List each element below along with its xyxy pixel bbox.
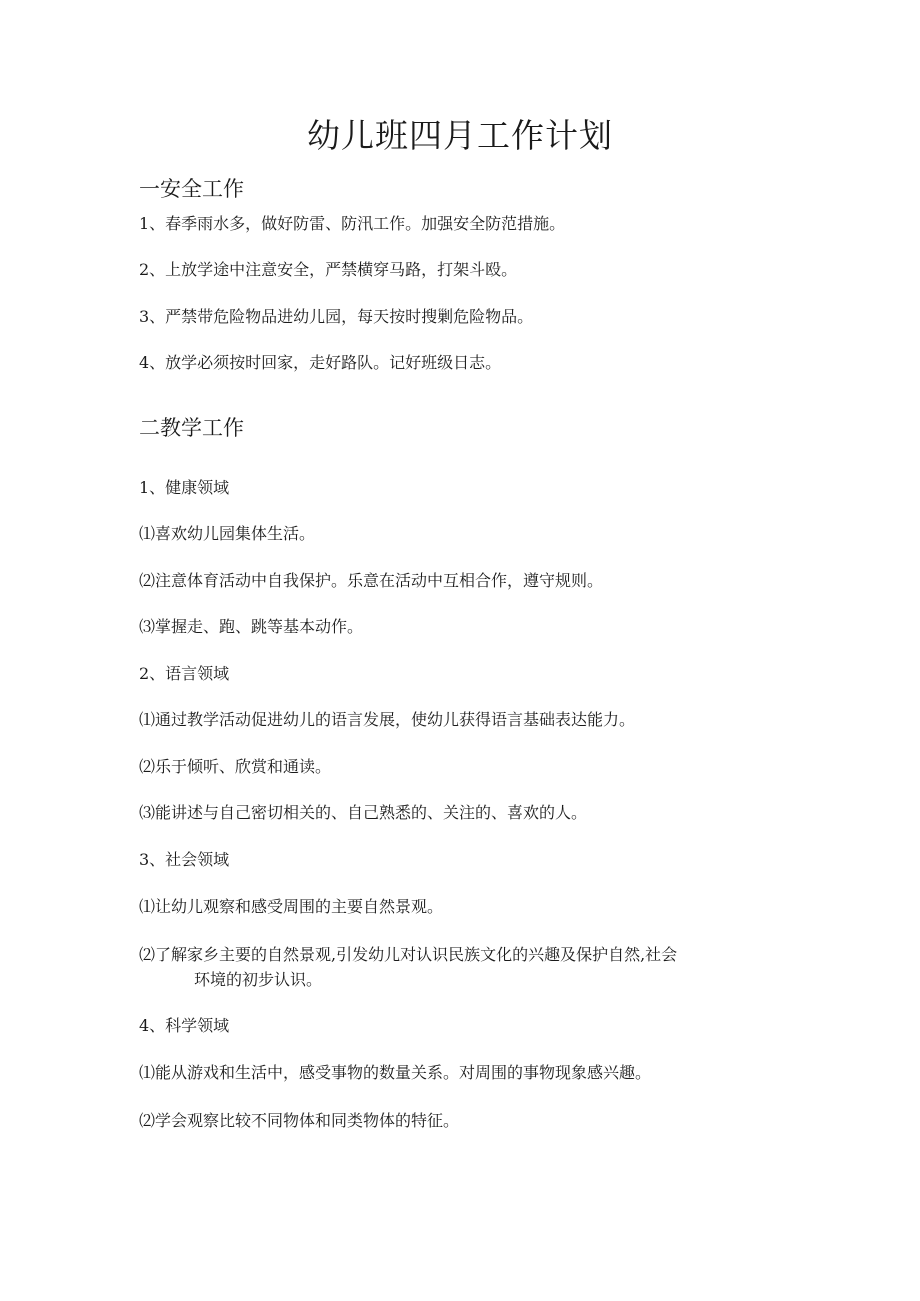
social-item-1: ⑴让幼儿观察和感受周围的主要自然景观。 <box>139 897 444 916</box>
social-item-2-line-2: 环境的初步认识。 <box>194 970 323 989</box>
language-item-1: ⑴通过教学活动促进幼儿的语言发展，使幼儿获得语言基础表达能力。 <box>139 710 636 729</box>
document-title: 幼儿班四月工作计划 <box>307 116 613 155</box>
social-item-2-line-1: ⑵了解家乡主要的自然景观,引发幼儿对认识民族文化的兴趣及保护自然,社会 <box>139 945 678 964</box>
safety-item-3: 3、严禁带危险物品进幼儿园，每天按时搜剿危险物品。 <box>139 307 534 326</box>
health-item-1: ⑴喜欢幼儿园集体生活。 <box>139 524 316 543</box>
safety-item-2: 2、上放学途中注意安全，严禁横穿马路，打架斗殴。 <box>139 260 518 279</box>
section-heading-teaching: 二教学工作 <box>139 416 244 440</box>
language-item-2: ⑵乐于倾听、欣赏和通读。 <box>139 757 332 776</box>
subsection-language: 2、语言领域 <box>139 664 230 683</box>
safety-item-4: 4、放学必须按时回家，走好路队。记好班级日志。 <box>139 353 502 372</box>
subsection-health: 1、健康领域 <box>139 478 230 497</box>
social-item-2 <box>139 942 789 992</box>
language-item-3: ⑶能讲述与自己密切相关的、自己熟悉的、关注的、喜欢的人。 <box>139 803 588 822</box>
health-item-2: ⑵注意体育活动中自我保护。乐意在活动中互相合作，遵守规则。 <box>139 571 604 590</box>
section-heading-safety: 一安全工作 <box>139 177 244 201</box>
science-item-1: ⑴能从游戏和生活中，感受事物的数量关系。对周围的事物现象感兴趣。 <box>139 1063 652 1082</box>
subsection-social: 3、社会领域 <box>139 850 230 869</box>
subsection-science: 4、科学领域 <box>139 1016 230 1035</box>
safety-item-1: 1、春季雨水多，做好防雷、防汛工作。加强安全防范措施。 <box>139 214 566 233</box>
science-item-2: ⑵学会观察比较不同物体和同类物体的特征。 <box>139 1111 460 1130</box>
health-item-3: ⑶掌握走、跑、跳等基本动作。 <box>139 617 364 636</box>
